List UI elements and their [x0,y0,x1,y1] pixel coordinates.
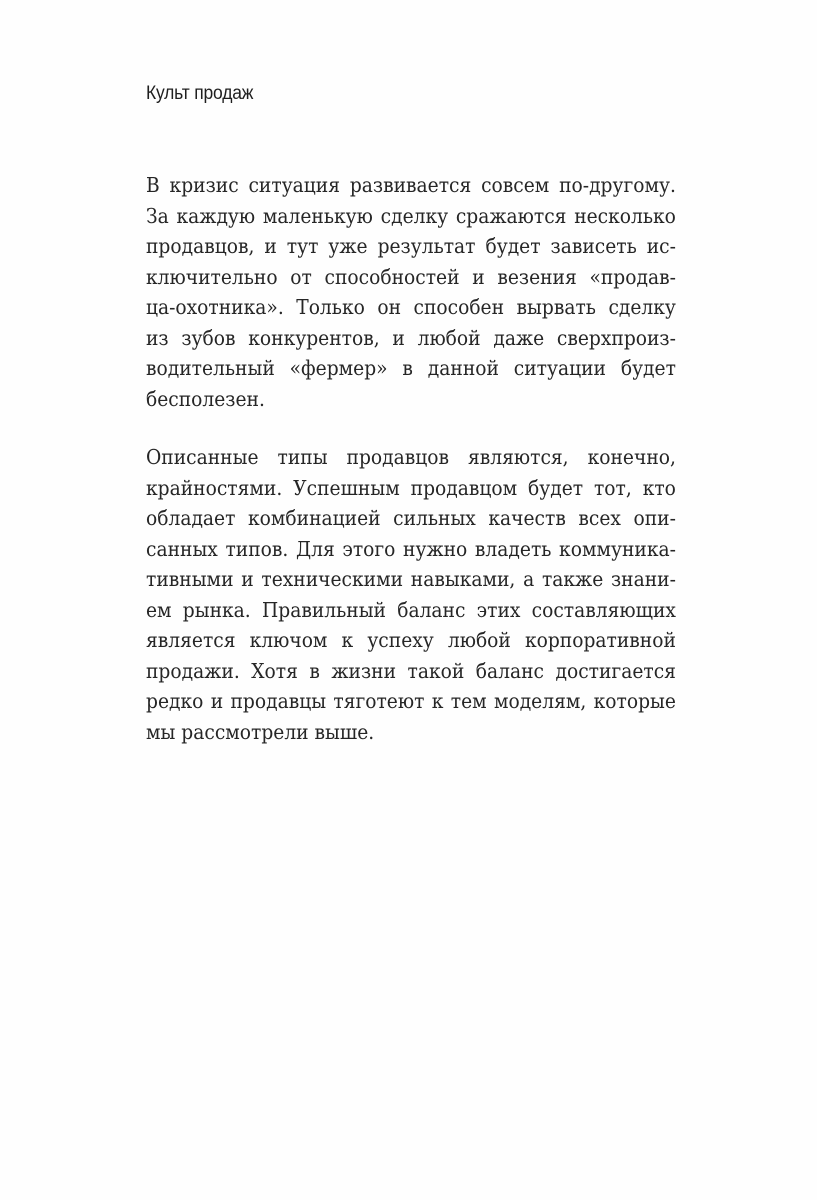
text-line: является ключом к успеху любой корпоративной [146,628,676,652]
running-head: Культ продаж [146,83,254,104]
text-line: тивными и техническими навыками, а также знани- [146,567,676,591]
text-line: мы рассмотрели выше. [146,719,375,744]
text-line: В кризис ситуация развивается совсем по-другому. [146,173,676,197]
text-line: За каждую маленькую сделку сражаются несколько [146,203,676,228]
text-line: продажи. Хотя в жизни такой баланс достигается [146,658,676,683]
text-line: крайностями. Успешным продавцом будет тот, кто [146,475,676,500]
body-text [146,170,676,747]
text-line: из зубов конкурентов, и любой даже сверхпроиз- [146,325,676,350]
text-line: водительный «фермер» в данной ситуации будет [146,356,676,380]
text-line: санных типов. Для этого нужно владеть коммуника- [146,536,676,561]
text-line: бесполезен. [146,386,265,411]
text-line: ключительно от способностей и везения «продав- [146,264,676,289]
text-line: ца-охотника». Только он способен вырвать сделку [146,295,676,319]
text-line: продавцов, и тут уже результат будет зависеть ис- [146,234,676,258]
text-line: редко и продавцы тяготеют к тем моделям, которые [146,689,676,713]
text-line: ем рынка. Правильный баланс этих составляющих [146,597,676,622]
paragraph-2 [146,442,676,747]
paragraph-1 [146,170,676,414]
text-line: Описанные типы продавцов являются, конечно, [146,445,676,469]
text-line: обладает комбинацией сильных качеств всех опи- [146,506,676,530]
